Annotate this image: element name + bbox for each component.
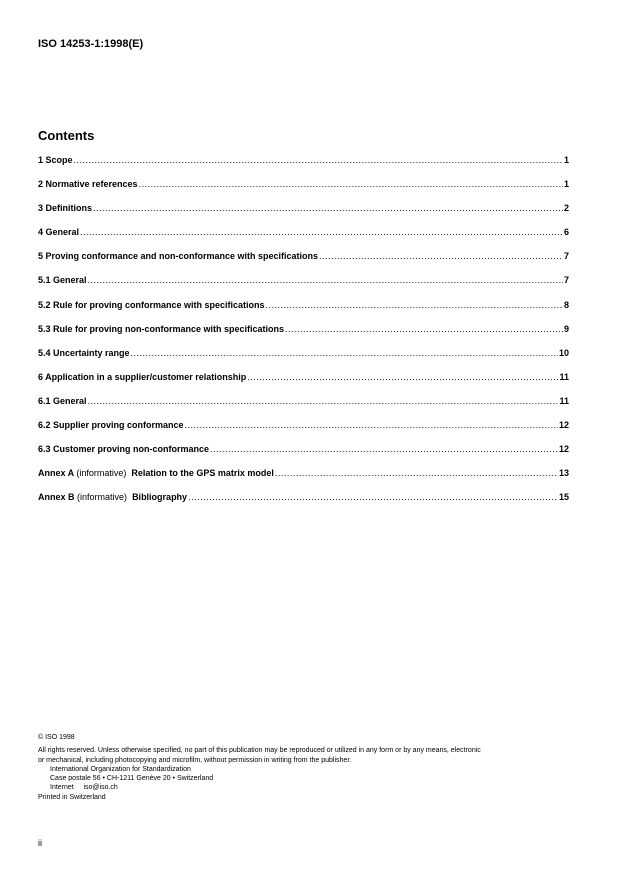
annex-note: (informative)	[77, 492, 128, 503]
toc-entry-label: 5.2 Rule for proving conformance with specifications	[38, 299, 265, 310]
internet-line	[38, 783, 578, 792]
dot-leader	[285, 324, 563, 334]
toc-entry-4[interactable]	[38, 227, 569, 251]
toc-entry-label	[38, 468, 274, 478]
toc-entry-5-3[interactable]	[38, 324, 569, 348]
document-id-header: ISO 14253-1:1998(E)	[38, 38, 144, 50]
dot-leader	[88, 275, 563, 285]
dot-leader	[266, 300, 563, 310]
toc-page-number: 7	[563, 275, 569, 286]
dot-leader	[185, 420, 558, 430]
dot-leader	[80, 227, 563, 237]
toc-page-number: 9	[563, 323, 569, 334]
toc-entry-5-2[interactable]	[38, 300, 569, 324]
toc-page-number: 15	[558, 492, 569, 503]
internet-label: Internet	[50, 784, 74, 792]
annex-title: Bibliography	[132, 492, 188, 503]
toc-entry-5[interactable]	[38, 251, 569, 275]
annex-title: Relation to the GPS matrix model	[131, 468, 274, 479]
dot-leader	[247, 372, 558, 382]
toc-entry-label: 5.3 Rule for proving non-conformance with specifications	[38, 323, 285, 334]
annex-prefix: Annex A	[38, 468, 74, 479]
toc-entry-6-2[interactable]	[38, 420, 569, 444]
toc-entry-6[interactable]	[38, 372, 569, 396]
toc-entry-label	[38, 492, 187, 502]
annex-prefix: Annex B	[38, 492, 75, 503]
organization-address: Case postale 56 • CH-1211 Genève 20 • Switzerland	[50, 775, 214, 783]
dot-leader	[275, 468, 558, 478]
toc-entry-1[interactable]	[38, 155, 569, 179]
toc-page-number: 12	[558, 420, 569, 431]
organization-name: International Organization for Standardization	[50, 765, 191, 773]
toc-entry-5-1[interactable]	[38, 275, 569, 299]
toc-page-number: 11	[559, 371, 569, 382]
toc-entry-label: 1 Scope	[38, 155, 73, 165]
annex-note: (informative)	[76, 468, 127, 479]
toc-entry-label: 5.1 General	[38, 275, 87, 286]
dot-leader	[210, 444, 558, 454]
toc-page-number: 6	[563, 227, 569, 238]
toc-page-number: 13	[558, 468, 569, 479]
toc-entry-label: 4 General	[38, 227, 80, 238]
toc-entry-label: 6 Application in a supplier/customer relationship	[38, 371, 247, 382]
page-number: ii	[38, 838, 42, 848]
table-of-contents	[38, 155, 569, 516]
toc-entry-label: 3 Definitions	[38, 203, 93, 214]
toc-page-number: 8	[563, 299, 569, 310]
toc-page-number: 1	[563, 179, 569, 190]
rights-line-1: All rights reserved. Unless otherwise specified, no part of this publication may be reproduced or utilized in any form or by any means, electronic	[38, 747, 481, 755]
dot-leader	[131, 348, 558, 358]
toc-page-number: 7	[563, 251, 569, 262]
toc-entry-2[interactable]	[38, 179, 569, 203]
toc-page-number: 12	[558, 444, 569, 455]
toc-entry-annex-b[interactable]	[38, 492, 569, 516]
toc-page-number: 1	[563, 155, 569, 165]
dot-leader	[93, 203, 563, 213]
contents-title: Contents	[38, 128, 95, 143]
dot-leader	[88, 396, 559, 406]
toc-entry-label: 2 Normative references	[38, 179, 138, 190]
toc-entry-6-3[interactable]	[38, 444, 569, 468]
toc-entry-label: 6.3 Customer proving non-conformance	[38, 444, 210, 455]
toc-entry-3[interactable]	[38, 203, 569, 227]
toc-page-number: 10	[558, 347, 569, 358]
toc-page-number: 11	[559, 395, 569, 406]
toc-entry-annex-a[interactable]	[38, 468, 569, 492]
dot-leader	[74, 155, 563, 165]
toc-entry-label: 6.1 General	[38, 395, 87, 406]
toc-entry-6-1[interactable]	[38, 396, 569, 420]
toc-page-number: 2	[563, 203, 569, 214]
copyright-line: © ISO 1998	[38, 734, 75, 741]
dot-leader	[319, 251, 563, 261]
rights-line-2: or mechanical, including photocopying and microfilm, without permission in writing from the publisher.	[38, 756, 352, 764]
toc-entry-label: 6.2 Supplier proving conformance	[38, 420, 184, 431]
printed-line: Printed in Switzerland	[38, 793, 106, 801]
toc-entry-label: 5 Proving conformance and non-conformance with specifications	[38, 251, 319, 262]
toc-entry-5-4[interactable]	[38, 348, 569, 372]
internet-email-link[interactable]: iso@iso.ch	[83, 784, 118, 792]
dot-leader	[139, 179, 563, 189]
copyright-footer	[38, 733, 578, 802]
toc-entry-label: 5.4 Uncertainty range	[38, 347, 130, 358]
dot-leader	[188, 492, 558, 502]
